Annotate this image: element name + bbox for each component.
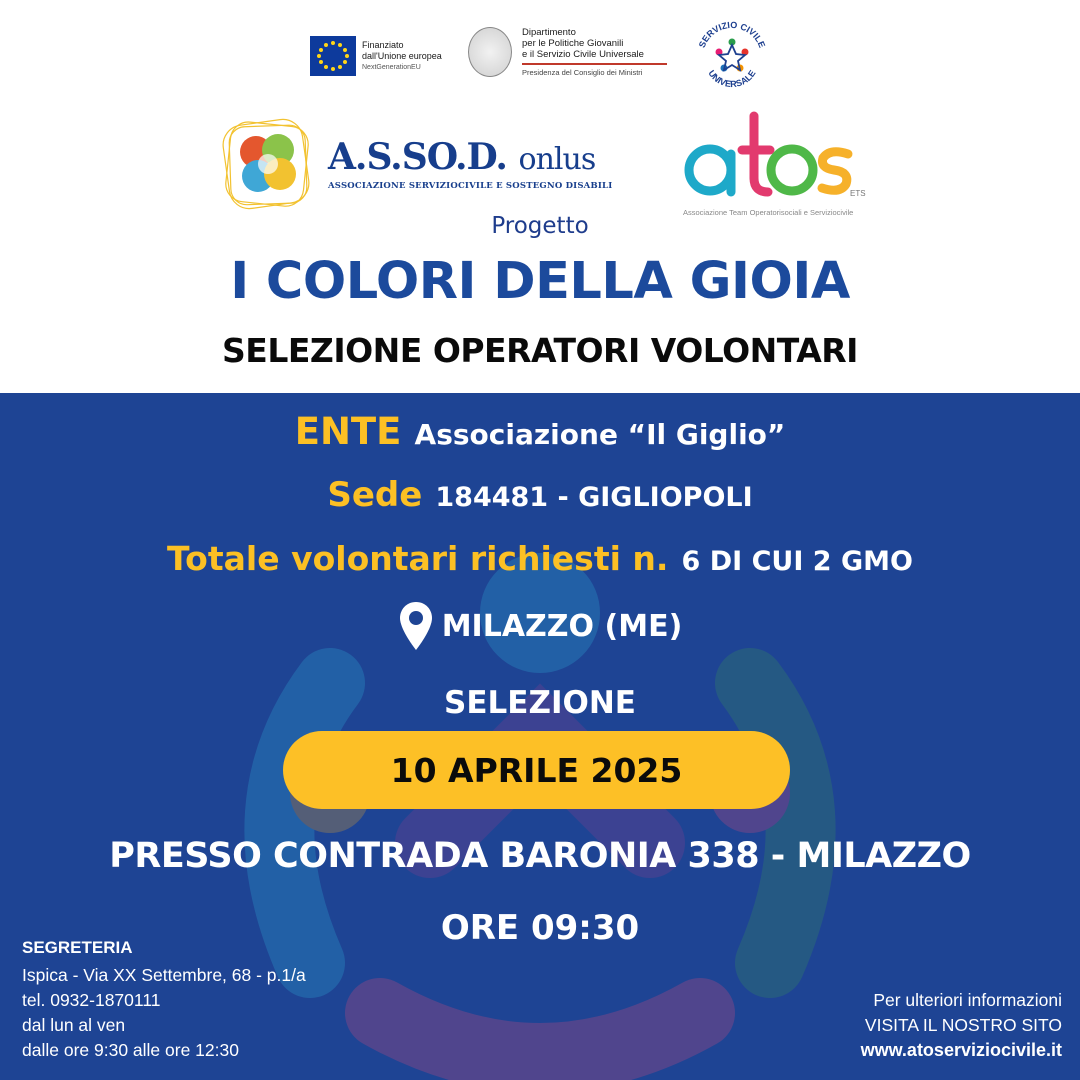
sede-row (0, 475, 1080, 515)
scu-bottom-text: UNIVERSALE (706, 68, 758, 90)
atos-subtitle: Associazione Team Operatorisociali e Serviziocivile (683, 208, 854, 217)
scu-top-text: SERVIZIO CIVILE (696, 19, 768, 50)
map-pin-icon (398, 600, 434, 652)
sede-label: Sede (327, 475, 423, 515)
place-row (0, 836, 1080, 876)
sede-value: 184481 - GIGLIOPOLI (435, 482, 753, 513)
svg-text:UNIVERSALE (706, 68, 757, 89)
partner-logos (308, 19, 778, 102)
dip-text-line4: Presidenza del Consiglio dei Ministri (522, 67, 643, 77)
project-title: I COLORI DELLA GIOIA (230, 252, 850, 311)
segreteria-block (22, 938, 306, 1063)
eu-logo (310, 36, 442, 76)
hands-icon (218, 114, 318, 214)
eu-text-line2: dall'Unione europea (362, 50, 442, 61)
dip-text-line1: Dipartimento (522, 27, 576, 38)
eu-text-line3: NextGenerationEU (362, 63, 421, 71)
atos-logo (680, 104, 870, 224)
header-section (0, 0, 1080, 393)
totale-value: 6 DI CUI 2 GMO (681, 546, 913, 577)
details-section (0, 393, 1080, 1080)
atos-mark (680, 104, 870, 208)
selection-place: PRESSO CONTRADA BARONIA 338 - MILAZZO (109, 836, 971, 876)
eu-flag-icon (310, 36, 356, 76)
dip-text-line3: e il Servizio Civile Universale (522, 49, 644, 60)
totale-row (0, 539, 1080, 578)
dip-text-line2: per le Politiche Giovanili (522, 38, 624, 49)
segreteria-phone: tel. 0932-1870111 (22, 990, 161, 1010)
star-icon (716, 39, 749, 72)
totale-label: Totale volontari richiesti n. (167, 539, 669, 578)
segreteria-days: dal lun al ven (22, 1015, 126, 1035)
info-line1: Per ulteriori informazioni (873, 990, 1062, 1010)
atos-ets: ETS (850, 189, 866, 198)
assod-logo (218, 114, 618, 214)
italian-emblem-icon (468, 27, 512, 77)
assod-subtitle: ASSOCIAZIONE SERVIZIOCIVILE E SOSTEGNO DISABILI (328, 181, 613, 191)
selezione-row (0, 685, 1080, 721)
eu-text-line1: Finanziato (362, 39, 404, 50)
ente-value: Associazione “Il Giglio” (414, 418, 786, 451)
info-block (861, 988, 1062, 1063)
website-link[interactable]: www.atoserviziocivile.it (860, 1040, 1062, 1060)
project-subtitle: SELEZIONE OPERATORI VOLONTARI (222, 331, 858, 370)
assod-title: A.S.SO.D. (328, 136, 507, 178)
progetto-label: Progetto (491, 213, 589, 239)
divider (522, 63, 667, 65)
selection-date-badge (283, 731, 790, 809)
ente-row (0, 410, 1080, 453)
ente-label: ENTE (294, 410, 402, 453)
selection-time: ORE 09:30 (440, 908, 640, 948)
segreteria-hours: dalle ore 9:30 alle ore 12:30 (22, 1040, 239, 1060)
location-text: MILAZZO (ME) (441, 608, 683, 644)
segreteria-address: Ispica - Via XX Settembre, 68 - p.1/a (22, 965, 306, 985)
info-line2: VISITA IL NOSTRO SITO (864, 1015, 1062, 1035)
assod-onlus: onlus (518, 142, 596, 177)
selezione-label: SELEZIONE (444, 685, 636, 721)
servizio-civile-logo (691, 16, 773, 98)
selection-date: 10 APRILE 2025 (390, 750, 683, 790)
location-row (0, 600, 1080, 652)
dipartimento-logo (468, 27, 667, 78)
segreteria-heading: SEGRETERIA (22, 938, 133, 957)
